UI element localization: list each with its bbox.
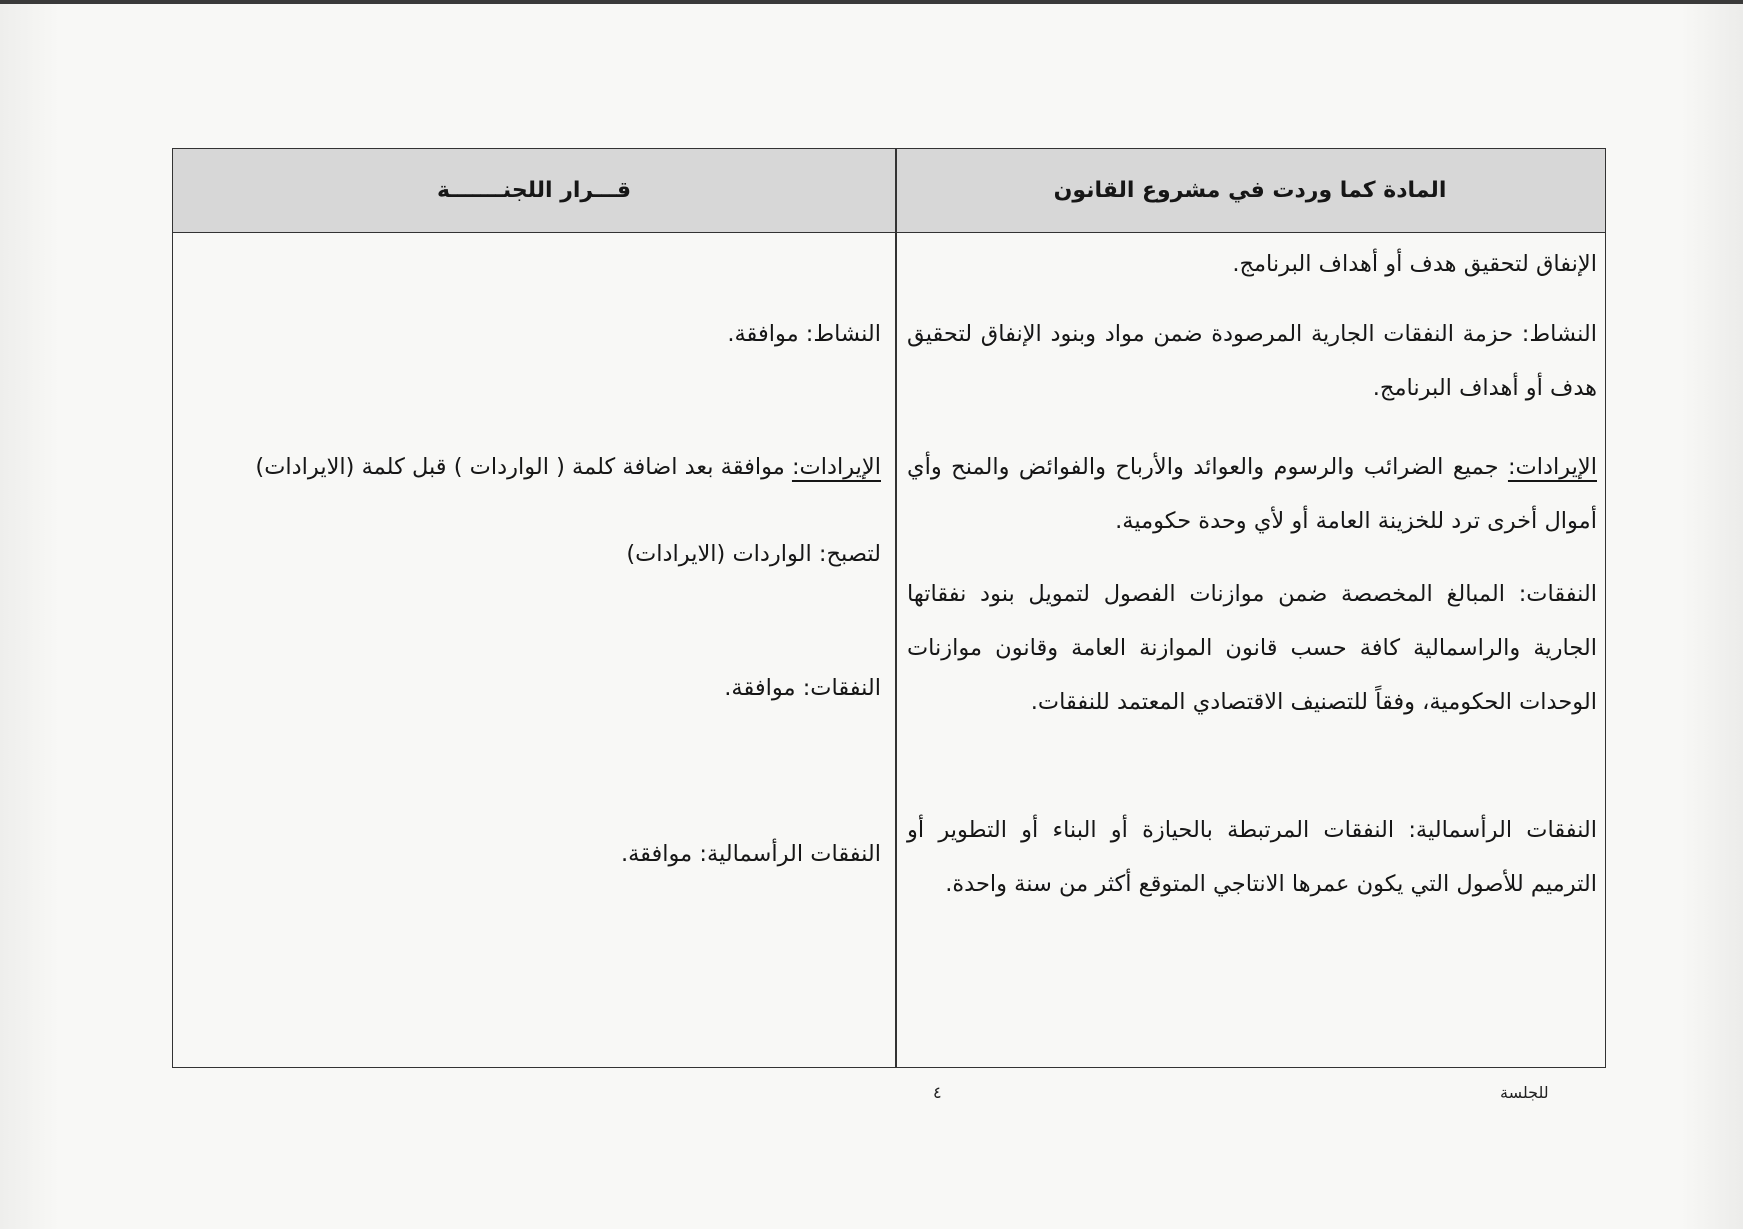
decision-revenues xyxy=(181,440,881,494)
decision-revenues-term: الإيرادات: xyxy=(791,454,881,480)
original-paragraph-revenues xyxy=(907,440,1597,548)
decision-expenses: النفقات: موافقة. xyxy=(724,675,881,701)
column-divider xyxy=(895,149,897,1067)
table-header-row xyxy=(173,149,1605,233)
decision-capital-expenses: النفقات الرأسمالية: موافقة. xyxy=(620,841,881,867)
revenues-term: الإيرادات: xyxy=(1507,454,1597,480)
header-original-article: المادة كما وردت في مشروع القانون xyxy=(1053,178,1447,203)
page-number: ٤ xyxy=(933,1083,942,1102)
original-paragraph-expenses: النفقات: المبالغ المخصصة ضمن موازنات الفصول لتمويل بنود نفقاتها الجارية والراسمالية كافة حسب قانون الموازنة العامة وقانون موازنات الوحدات الحكومية، وفقاً للتصنيف الاقتصادي المعتمد للنفقات. xyxy=(907,581,1597,715)
comparison-table xyxy=(172,148,1606,1068)
header-committee-decision-text: قـــرار اللجنـــــــة xyxy=(436,178,632,203)
decision-activity: النشاط: موافقة. xyxy=(727,321,881,347)
original-paragraph-0: الإنفاق لتحقيق هدف أو أهداف البرنامج. xyxy=(1232,251,1597,277)
original-paragraph-activity: النشاط: حزمة النفقات الجارية المرصودة ضمن مواد وبنود الإنفاق لتحقيق هدف أو أهداف البرنامج. xyxy=(907,321,1597,401)
scan-edge xyxy=(0,0,1743,4)
decision-revenues-result: لتصبح: الواردات (الايرادات) xyxy=(626,541,881,567)
session-label: للجلسة xyxy=(1500,1083,1549,1102)
original-paragraph-capital-expenses: النفقات الرأسمالية: النفقات المرتبطة بالحيازة أو البناء أو التطوير أو الترميم للأصول التي يكون عمرها الانتاجي المتوقع أكثر من سنة واحدة. xyxy=(907,817,1597,897)
revenues-definition: جميع الضرائب والرسوم والعوائد والأرباح والفوائض والمنح وأي أموال أخرى ترد للخزينة العامة أو لأي وحدة حكومية. xyxy=(907,454,1597,534)
decision-revenues-text: موافقة بعد اضافة كلمة ( الواردات ) قبل كلمة (الايرادات) xyxy=(255,454,792,480)
header-committee-decision xyxy=(173,149,895,232)
